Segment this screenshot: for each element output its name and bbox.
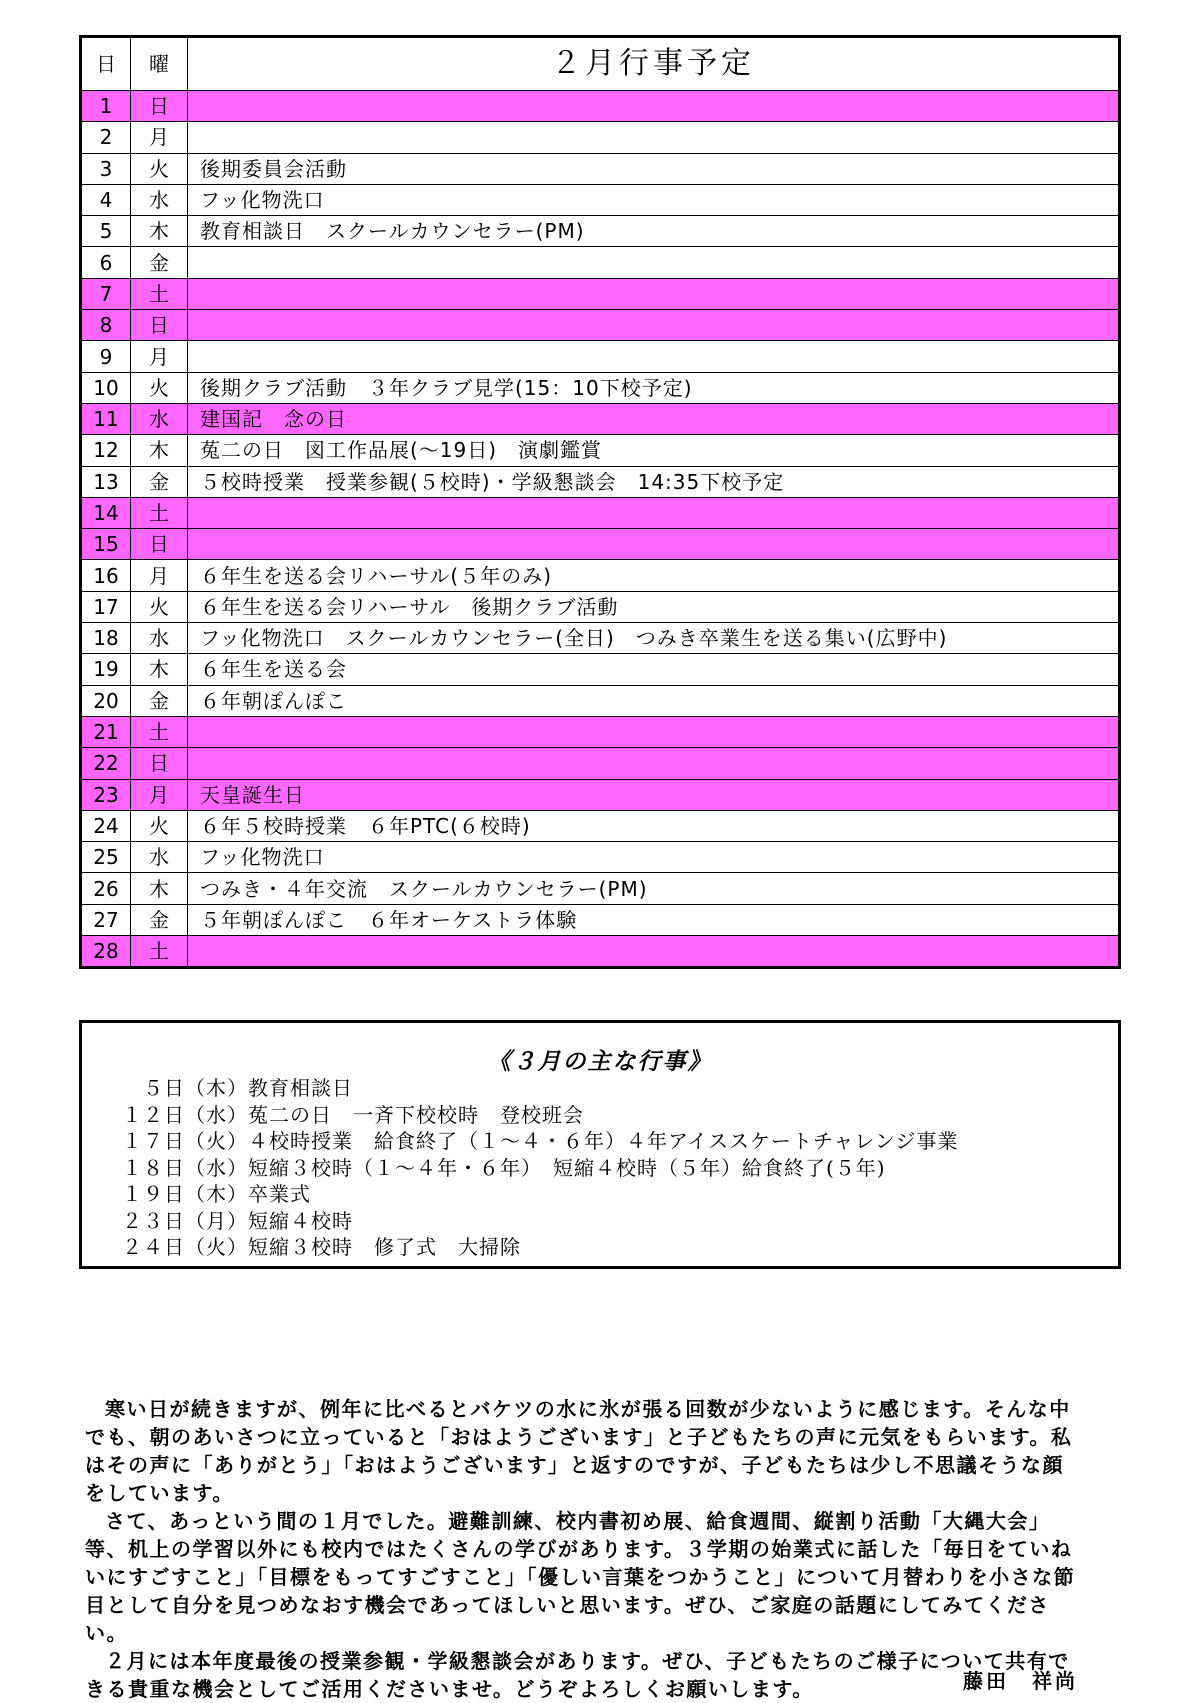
weekday-cell: 土 (131, 497, 188, 528)
event-cell: ６年生を送る会 (188, 654, 1120, 685)
day-cell: 6 (81, 247, 131, 278)
event-cell: 天皇誕生日 (188, 779, 1120, 810)
weekday-cell: 日 (131, 91, 188, 122)
day-cell: 16 (81, 560, 131, 591)
schedule-row (81, 810, 1120, 841)
schedule-row (81, 623, 1120, 654)
event-cell: 後期クラブ活動 ３年クラブ見学(15：10下校予定) (188, 372, 1120, 403)
schedule-row (81, 122, 1120, 153)
event-cell: 後期委員会活動 (188, 153, 1120, 184)
day-cell: 4 (81, 184, 131, 215)
day-cell: 21 (81, 716, 131, 747)
signature: 藤田 祥尚 (963, 1669, 1078, 1693)
schedule-row (81, 560, 1120, 591)
event-cell (188, 122, 1120, 153)
weekday-cell: 水 (131, 623, 188, 654)
day-cell: 24 (81, 810, 131, 841)
event-cell (188, 341, 1120, 372)
event-cell: つみき・４年交流 スクールカウンセラー(PM) (188, 873, 1120, 904)
event-cell (188, 529, 1120, 560)
schedule-row (81, 591, 1120, 622)
message-paragraph: さて、あっという間の１月でした。避難訓練、校内書初め展、給食週間、縦割り活動「大縄大会」等、机上の学習以外にも校内ではたくさんの学びがあります。３学期の始業式に話した「毎日をていねいにすごすこと」「目標をもってすごすこと」「優しい言葉をつかうこと」について月替わりを小さな節目として自分を見つめなおす機会であってほしいと思います。ぜひ、ご家庭の話題にしてみてください。 (85, 1509, 1076, 1645)
event-cell: フッ化物洗口 スクールカウンセラー(全日) つみき卒業生を送る集い(広野中) (188, 623, 1120, 654)
day-cell: 2 (81, 122, 131, 153)
schedule-header-row (81, 37, 1120, 91)
day-cell: 7 (81, 278, 131, 309)
schedule-row (81, 372, 1120, 403)
schedule-row (81, 654, 1120, 685)
day-cell: 17 (81, 591, 131, 622)
day-cell: 22 (81, 748, 131, 779)
weekday-cell: 月 (131, 122, 188, 153)
schedule-row (81, 341, 1120, 372)
weekday-cell: 木 (131, 216, 188, 247)
weekday-column-header: 曜 (131, 37, 188, 91)
schedule-row (81, 435, 1120, 466)
weekday-cell: 火 (131, 153, 188, 184)
schedule-row (81, 529, 1120, 560)
day-cell: 1 (81, 91, 131, 122)
schedule-row (81, 904, 1120, 935)
event-cell: ６年生を送る会リハーサル(５年のみ) (188, 560, 1120, 591)
weekday-cell: 月 (131, 779, 188, 810)
schedule-title: ２月行事予定 (188, 37, 1120, 91)
event-cell: ５校時授業 授業参観(５校時)・学級懇談会 14:35下校予定 (188, 466, 1120, 497)
event-cell (188, 748, 1120, 779)
day-column-header: 日 (81, 37, 131, 91)
message-paragraph: ２月には本年度最後の授業参観・学級懇談会があります。ぜひ、子どもたちのご様子について共有できる貴重な機会としてご活用くださいませ。どうぞよろしくお願いします。 (85, 1649, 1070, 1701)
event-cell: ５年朝ぽんぽこ ６年オーケストラ体験 (188, 904, 1120, 935)
march-event-item: １７日（火）４校時授業 給食終了（１～４・６年）４年アイススケートチャレンジ事業 (122, 1129, 959, 1153)
weekday-cell: 木 (131, 654, 188, 685)
schedule-row (81, 842, 1120, 873)
event-cell (188, 310, 1120, 341)
event-cell: ６年５校時授業 ６年PTC(６校時) (188, 810, 1120, 841)
weekday-cell: 日 (131, 529, 188, 560)
march-event-item: ２４日（火）短縮３校時 修了式 大掃除 (122, 1235, 521, 1259)
event-cell (188, 91, 1120, 122)
event-cell (188, 716, 1120, 747)
weekday-cell: 木 (131, 435, 188, 466)
day-cell: 10 (81, 372, 131, 403)
schedule-row (81, 497, 1120, 528)
day-cell: 3 (81, 153, 131, 184)
day-cell: 28 (81, 936, 131, 968)
day-cell: 15 (81, 529, 131, 560)
weekday-cell: 月 (131, 341, 188, 372)
event-cell: 建国記 念の日 (188, 403, 1120, 434)
schedule-row (81, 153, 1120, 184)
schedule-row (81, 779, 1120, 810)
event-cell: フッ化物洗口 (188, 184, 1120, 215)
event-cell (188, 936, 1120, 968)
day-cell: 18 (81, 623, 131, 654)
weekday-cell: 金 (131, 466, 188, 497)
february-schedule-table (79, 35, 1121, 969)
schedule-row (81, 216, 1120, 247)
day-cell: 5 (81, 216, 131, 247)
day-cell: 11 (81, 403, 131, 434)
weekday-cell: 水 (131, 842, 188, 873)
event-cell: 教育相談日 スクールカウンセラー(PM) (188, 216, 1120, 247)
schedule-body (81, 91, 1120, 968)
day-cell: 19 (81, 654, 131, 685)
schedule-row (81, 310, 1120, 341)
day-cell: 26 (81, 873, 131, 904)
weekday-cell: 月 (131, 560, 188, 591)
day-cell: 20 (81, 685, 131, 716)
day-cell: 14 (81, 497, 131, 528)
message-paragraph: 寒い日が続きますが、例年に比べるとバケツの水に氷が張る回数が少ないように感じます。そんな中でも、朝のあいさつに立っていると「おはようございます」と子どもたちの声に元気をもらいます。私はその声に「ありがとう」「おはようございます」と返すのですが、子どもたちは少し不思議そうな顔をしています。 (85, 1397, 1073, 1505)
event-cell: 菟二の日 図工作品展(～19日) 演劇鑑賞 (188, 435, 1120, 466)
schedule-row (81, 403, 1120, 434)
event-cell: ６年生を送る会リハーサル 後期クラブ活動 (188, 591, 1120, 622)
march-events-title: 《３月の主な行事》 (487, 1049, 713, 1075)
march-event-item: １９日（木）卒業式 (122, 1182, 311, 1206)
march-events-box (79, 1020, 1121, 1269)
principal-message (85, 1395, 1085, 1703)
day-cell: 25 (81, 842, 131, 873)
weekday-cell: 火 (131, 591, 188, 622)
weekday-cell: 火 (131, 372, 188, 403)
schedule-row (81, 278, 1120, 309)
event-cell: ６年朝ぽんぽこ (188, 685, 1120, 716)
day-cell: 12 (81, 435, 131, 466)
weekday-cell: 火 (131, 810, 188, 841)
schedule-row (81, 184, 1120, 215)
march-event-item: １８日（水）短縮３校時（１～４年・６年） 短縮４校時（５年）給食終了(５年) (122, 1155, 886, 1180)
weekday-cell: 日 (131, 310, 188, 341)
event-cell: フッ化物洗口 (188, 842, 1120, 873)
schedule-row (81, 247, 1120, 278)
weekday-cell: 木 (131, 873, 188, 904)
day-cell: 23 (81, 779, 131, 810)
schedule-row (81, 873, 1120, 904)
weekday-cell: 水 (131, 403, 188, 434)
schedule-row (81, 748, 1120, 779)
weekday-cell: 土 (131, 716, 188, 747)
march-event-item: ５日（木）教育相談日 (122, 1076, 353, 1100)
schedule-row (81, 936, 1120, 968)
day-cell: 8 (81, 310, 131, 341)
weekday-cell: 土 (131, 278, 188, 309)
march-events-list (122, 1075, 958, 1261)
event-cell (188, 497, 1120, 528)
weekday-cell: 日 (131, 748, 188, 779)
day-cell: 27 (81, 904, 131, 935)
event-cell (188, 247, 1120, 278)
march-event-item: ２３日（月）短縮４校時 (122, 1208, 353, 1233)
schedule-row (81, 466, 1120, 497)
weekday-cell: 土 (131, 936, 188, 968)
schedule-row (81, 716, 1120, 747)
weekday-cell: 金 (131, 904, 188, 935)
schedule-row (81, 91, 1120, 122)
schedule-row (81, 685, 1120, 716)
weekday-cell: 金 (131, 685, 188, 716)
day-cell: 13 (81, 466, 131, 497)
march-event-item: １２日（水）菟二の日 一斉下校校時 登校班会 (122, 1102, 584, 1127)
weekday-cell: 金 (131, 247, 188, 278)
event-cell (188, 278, 1120, 309)
weekday-cell: 水 (131, 184, 188, 215)
day-cell: 9 (81, 341, 131, 372)
